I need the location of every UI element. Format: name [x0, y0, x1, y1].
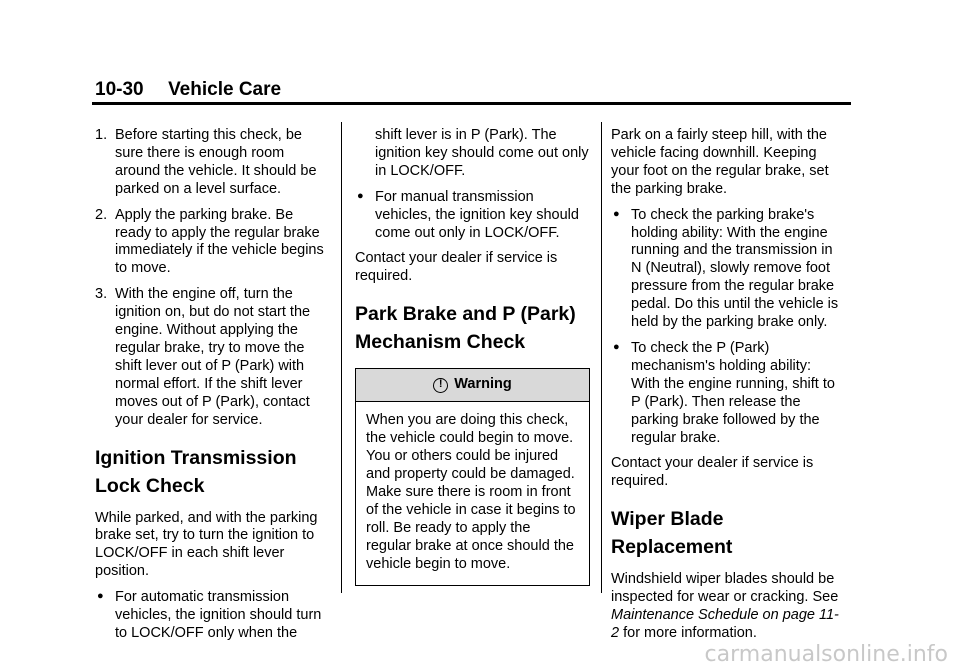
bullet-parking-brake: ● To check the parking brake's holding ability: With the engine running and the transmission in N (Neutral), slowly remove foot pressure from the regular brake pedal. Do this until the vehicle is held by the parking brake only. [613, 206, 839, 331]
bullet-icon: ● [613, 340, 620, 353]
wiper-text: Windshield wiper blades should be inspected for wear or cracking. See Maintenance Schedule on page 11-2 for more information. [611, 571, 839, 641]
step-2: 2. Apply the parking brake. Be ready to apply the regular brake immediately if the vehicle begins to move. [95, 206, 324, 277]
warning-title: Warning [454, 376, 512, 393]
watermark: carmanualsonline.info [704, 642, 948, 667]
warning-box [355, 368, 590, 586]
contact-dealer-1: Contact your dealer if service is required. [355, 250, 558, 285]
step-3: 3. With the engine off, turn the ignition on, but do not start the engine. Without applying the regular brake, try to move the shift lever out of P (Park) with normal effort. If the shift lever moves out of P (Park), contact your dealer for service. [95, 286, 311, 428]
bullet-park-mechanism: ● To check the P (Park) mechanism's holding ability: With the engine running, shift to P (Park). Then release the parking brake followed by the regular brake. [613, 339, 835, 446]
ignition-intro: While parked, and with the parking brake set, try to turn the ignition to LOCK/OFF in each shift lever position. [95, 509, 318, 580]
bullet-manual: ● For manual transmission vehicles, the ignition key should come out only in LOCK/OFF. [357, 188, 579, 241]
page-header [95, 80, 281, 100]
bullet-icon: ● [613, 207, 620, 220]
page-number: 10-30 [95, 79, 144, 100]
maintenance-schedule-link[interactable]: Maintenance Schedule on page 11-2 [611, 607, 839, 641]
bullet-icon: ● [97, 590, 104, 603]
header-rule [92, 102, 851, 105]
column-divider-1 [341, 122, 342, 593]
column-3 [611, 127, 843, 651]
bullet-automatic-cont: shift lever is in P (Park). The ignition key should come out only in LOCK/OFF. [375, 127, 589, 179]
column-divider-2 [601, 122, 602, 593]
heading-ignition-lock-check: Ignition Transmission Lock Check [95, 446, 297, 497]
column-2 [355, 127, 590, 596]
heading-park-brake-check: Park Brake and P (Park) Mechanism Check [355, 303, 576, 354]
warning-text: When you are doing this check, the vehicle could begin to move. You or others could be injured and property could be damaged. Make sure there is room in front of the vehicle in case it begins to roll. Be ready to apply the regular brake at once should the vehicle begin to move. [366, 412, 576, 572]
bullet-icon: ● [357, 189, 364, 202]
contact-dealer-2: Contact your dealer if service is required. [611, 455, 814, 490]
warning-icon: ! [433, 378, 448, 393]
heading-wiper-blade: Wiper Blade Replacement [611, 508, 733, 559]
bullet-automatic: ● For automatic transmission vehicles, the ignition should turn to LOCK/OFF only when the [97, 589, 322, 641]
section-title: Vehicle Care [168, 79, 282, 100]
step-1: 1. Before starting this check, be sure there is enough room around the vehicle. It should be parked on a level surface. [95, 127, 317, 197]
column-1 [95, 127, 327, 651]
hill-intro: Park on a fairly steep hill, with the vehicle facing downhill. Keeping your foot on the regular brake, set the parking brake. [611, 127, 829, 197]
warning-header [356, 369, 589, 402]
